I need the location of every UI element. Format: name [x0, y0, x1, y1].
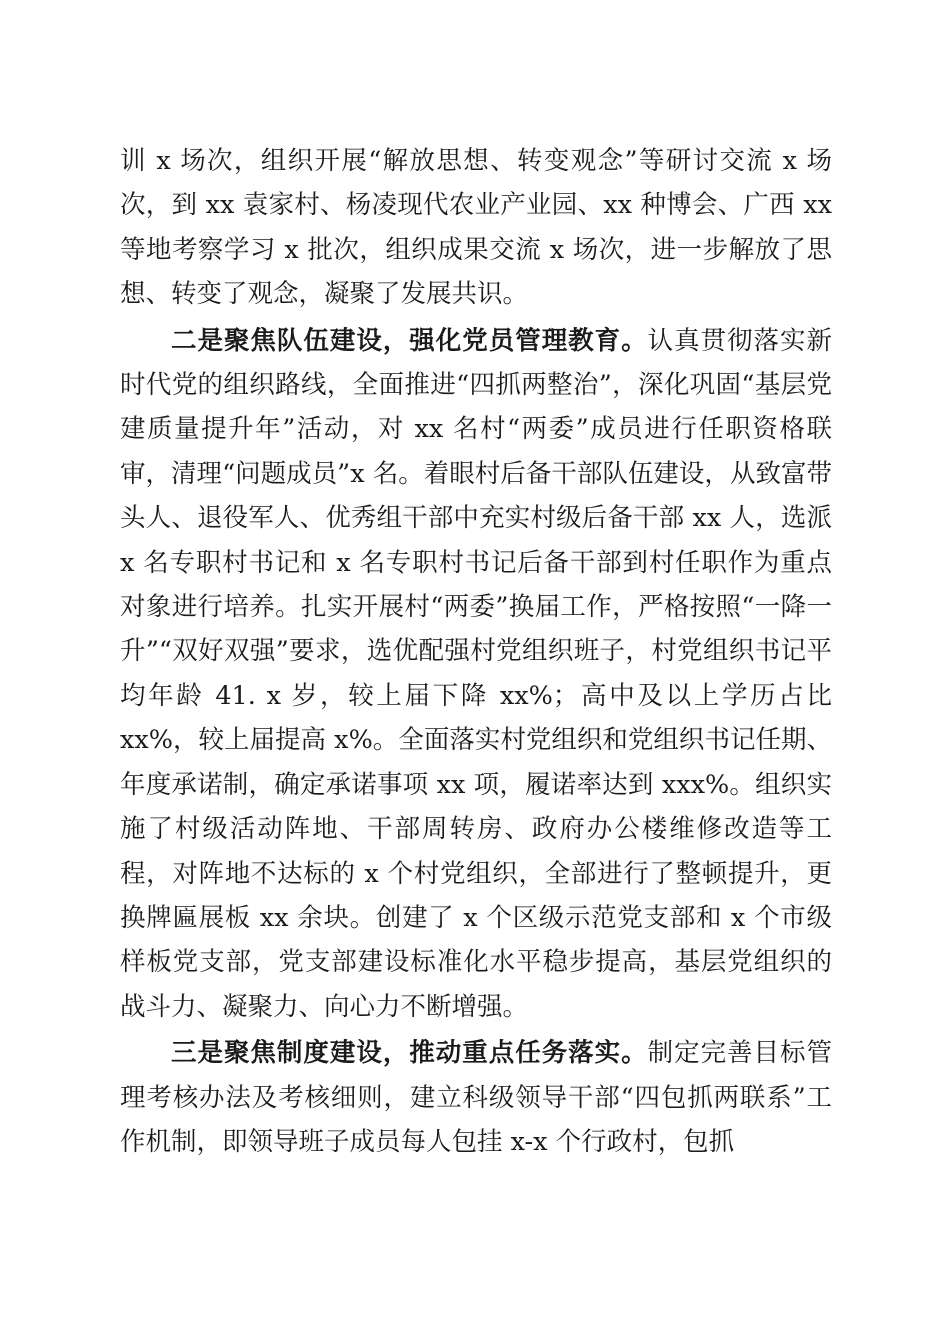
- paragraph-lead: 三是聚焦制度建设，推动重点任务落实。: [171, 1038, 648, 1069]
- document-body: [120, 139, 832, 1164]
- paragraph-continuation: [120, 139, 832, 317]
- paragraph-team-building: [120, 319, 832, 1030]
- paragraph-system-building: [120, 1031, 832, 1164]
- paragraph-text: 认真贯彻落实新时代党的组织路线，全面推进“四抓两整治”，深化巩固“基层党建质量提升年”活动，对 xx 名村“两委”成员进行任职资格联审，清理“问题成员”x 名。着眼村后备干部队伍建设，从致富带头人、退役军人、优秀组干部中充实村级后备干部 xx 人，选派 x 名专职村书记和 x 名专职村书记后备干部到村任职作为重点对象进行培养。扎实开展村“两委”换届工作，严格按照“一降一升”“双好双强”要求，选优配强村党组织班子，村党组织书记平均年龄 41. x 岁，较上届下降 xx%；高中及以上学历占比 xx%，较上届提高 x%。全面落实村党组织和党组织书记任期、年度承诺制，确定承诺事项 xx 项，履诺率达到 xxx%。组织实施了村级活动阵地、干部周转房、政府办公楼维修改造等工程，对阵地不达标的 x 个村党组织，全部进行了整顿提升，更换牌匾展板 xx 余块。创建了 x 个区级示范党支部和 x 个市级样板党支部，党支部建设标准化水平稳步提高，基层党组织的战斗力、凝聚力、向心力不断增强。: [120, 325, 832, 1022]
- paragraph-lead: 二是聚焦队伍建设，强化党员管理教育。: [171, 325, 648, 356]
- paragraph-text: 制定完善目标管理考核办法及考核细则，建立科级领导干部“四包抓两联系”工作机制，即领导班子成员每人包挂 x-x 个行政村，包抓: [120, 1038, 832, 1157]
- paragraph-text: 训 x 场次，组织开展“解放思想、转变观念”等研讨交流 x 场次，到 xx 袁家村、杨凌现代农业产业园、xx 种博会、广西 xx 等地考察学习 x 批次，组织成果交流 x 场次，进一步解放了思想、转变了观念，凝聚了发展共识。: [120, 146, 832, 310]
